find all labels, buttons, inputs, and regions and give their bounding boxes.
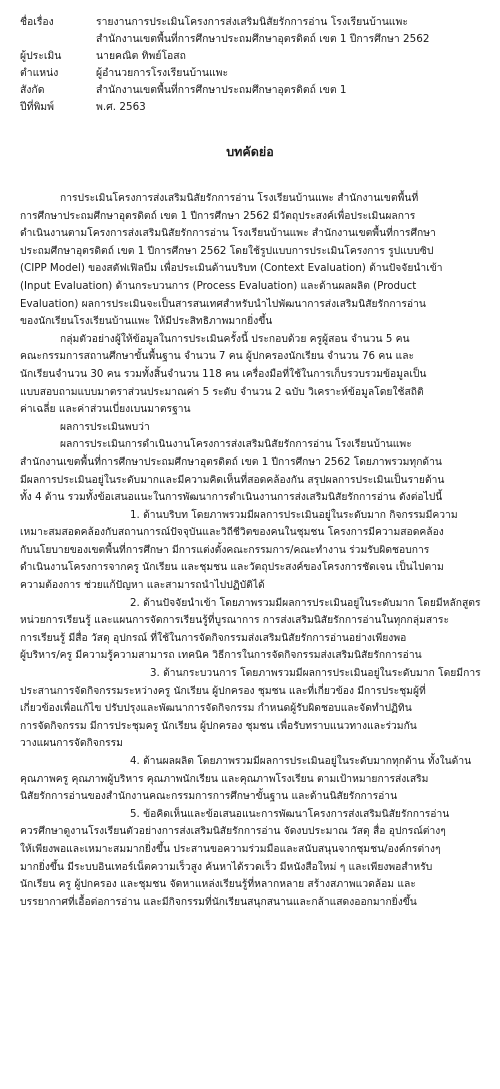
meta-value-affiliation: สำนักงานเขตพื้นที่การศึกษาประถมศึกษาอุตรดิตถ์ เขต 1 bbox=[96, 84, 347, 96]
abstract-line: 2. ด้านปัจจัยนำเข้า โดยภาพรวมมีผลการประเมินอยู่ในระดับมาก โดยมีหลักสูตร bbox=[130, 596, 481, 609]
meta-label-year: ปีที่พิมพ์ bbox=[20, 101, 54, 113]
abstract-line: การศึกษาประถมศึกษาอุตรดิตถ์ เขต 1 ปีการศึกษา 2562 มีวัตถุประสงค์เพื่อประเมินผลการ bbox=[20, 209, 416, 222]
meta-value-year: พ.ศ. 2563 bbox=[96, 101, 146, 113]
subject-line: สำนักงานเขตพื้นที่การศึกษาประถมศึกษาอุตรดิตถ์ เขต 1 ปีการศึกษา 2562 bbox=[96, 33, 430, 45]
abstract-line: มีผลการประเมินอยู่ในระดับมากและมีความคิดเห็นที่สอดคล้องกัน สรุปผลการประเมินเป็นรายด้าน bbox=[20, 473, 445, 486]
abstract-line: การประเมินโครงการส่งเสริมนิสัยรักการอ่าน โรงเรียนบ้านแพะ สำนักงานเขตพื้นที่ bbox=[60, 192, 419, 204]
abstract-line: บรรยากาศที่เอื้อต่อการอ่าน และมีกิจกรรมที่นักเรียนสนุกสนานและกล้าแสดงออกมากยิ่งขึ้น bbox=[20, 895, 417, 908]
meta-row-evaluator bbox=[20, 48, 480, 65]
abstract-line: ดำเนินงานโครงการจากครู นักเรียน และชุมชน และวัตถุประสงค์ของโครงการชัดเจน เป็นไปตาม bbox=[20, 561, 444, 574]
abstract-line: สำนักงานเขตพื้นที่การศึกษาประถมศึกษาอุตรดิตถ์ เขต 1 ปีการศึกษา 2562 โดยภาพรวมทุกด้าน bbox=[20, 455, 442, 468]
abstract-line: (Input Evaluation) ด้านกระบวนการ (Process Evaluation) และด้านผลผลิต (Product bbox=[20, 279, 417, 292]
abstract-line: Evaluation) ผลการประเมินจะเป็นสารสนเทศสำหรับนำไปพัฒนาการส่งเสริมนิสัยรักการอ่าน bbox=[20, 297, 426, 310]
meta-label-position: ตำแหน่ง bbox=[20, 67, 59, 79]
abstract-line: กลุ่มตัวอย่างผู้ให้ข้อมูลในการประเมินครั้งนี้ ประกอบด้วย ครูผู้สอน จำนวน 5 คน bbox=[60, 332, 410, 345]
abstract-line: คุณภาพครู คุณภาพผู้บริหาร คุณภาพนักเรียน และคุณภาพโรงเรียน ตามเป้าหมายการส่งเสริม bbox=[20, 772, 429, 785]
abstract-line: นิสัยรักการอ่านของสำนักงานคณะกรรมการการศึกษาขั้นฐาน และด้านนิสัยรักการอ่าน bbox=[20, 790, 398, 803]
abstract-line: ประถมศึกษาอุตรดิตถ์ เขต 1 ปีการศึกษา 2562 โดยใช้รูปแบบการประเมินโครงการ รูปแบบซิป bbox=[20, 244, 434, 257]
abstract-line: ดำเนินงานตามโครงการส่งเสริมนิสัยรักการอ่าน โรงเรียนบ้านแพะ สำนักงานเขตพื้นที่การศึกษา bbox=[20, 227, 436, 240]
abstract-line: มากยิ่งขึ้น มีระบบอินเทอร์เน็ตความเร็วสูง ค้นหาได้รวดเร็ว มีหนังสือใหม่ ๆ และเพียงพอสำหรับ bbox=[20, 860, 433, 873]
abstract-line: การจัดกิจกรรม มีการประชุมครู นักเรียน ผู้ปกครอง ชุมชน เพื่อรับทราบแนวทางและร่วมกัน bbox=[20, 719, 417, 732]
abstract-line: (CIPP Model) ของสตัฟเฟิลบีม เพื่อประเมินด้านบริบท (Context Evaluation) ด้านปัจจัยนำเข้า bbox=[20, 262, 443, 275]
abstract-line: แบบสอบถามแบบมาตราส่วนประมาณค่า 5 ระดับ จำนวน 2 ฉบับ วิเคราะห์ข้อมูลโดยใช้สถิติ bbox=[20, 385, 424, 398]
abstract-line: ความต้องการ ช่วยแก้ปัญหา และสามารถนำไปปฏิบัติได้ bbox=[20, 579, 265, 592]
meta-row-subject bbox=[20, 14, 480, 48]
meta-label-subject: ชื่อเรื่อง bbox=[20, 16, 54, 28]
abstract-line: ควรศึกษาดูงานโรงเรียนตัวอย่างการส่งเสริมนิสัยรักการอ่าน จัดงบประมาณ วัสดุ สื่อ อุปกรณ์ต่างๆ bbox=[20, 825, 446, 838]
abstract-line: นักเรียน ครู ผู้ปกครอง และชุมชน จัดหาแหล่งเรียนรู้ที่หลากหลาย สร้างสภาพแวดล้อม และ bbox=[20, 878, 416, 891]
meta-value-evaluator: นายคณิต ทิพย์โอสถ bbox=[96, 50, 186, 62]
meta-value-subject bbox=[84, 14, 480, 48]
abstract-line: เหมาะสมสอดคล้องกับสถานการณ์ปัจจุบันและวิถีชีวิตของคนในชุมชน โครงการมีความสอดคล้อง bbox=[20, 526, 444, 539]
abstract-line: นักเรียนจำนวน 30 คน รวมทั้งสิ้นจำนวน 118 คน เครื่องมือที่ใช้ในการเก็บรวบรวมข้อมูลเป็น bbox=[20, 367, 427, 380]
abstract-line: กับนโยบายของเขตพื้นที่การศึกษา มีการแต่งตั้งคณะกรรมการ/คณะทำงาน ร่วมรับผิดชอบการ bbox=[20, 543, 430, 556]
meta-row-year bbox=[20, 99, 480, 116]
meta-row-position bbox=[20, 65, 480, 82]
abstract-line: ประสานการจัดกิจกรรมระหว่างครู นักเรียน ผู้ปกครอง ชุมชน และที่เกี่ยวข้อง มีการประชุมผู้ที่ bbox=[20, 684, 426, 697]
abstract-line: ผลการประเมินการดำเนินงานโครงการส่งเสริมนิสัยรักการอ่าน โรงเรียนบ้านแพะ bbox=[60, 438, 412, 451]
abstract-line: 3. ด้านกระบวนการ โดยภาพรวมมีผลการประเมินอยู่ในระดับมาก โดยมีการ bbox=[150, 667, 481, 680]
abstract-line: 1. ด้านบริบท โดยภาพรวมมีผลการประเมินอยู่ในระดับมาก กิจกรรมมีความ bbox=[130, 508, 458, 521]
abstract-line: การเรียนรู้ มีสื่อ วัสดุ อุปกรณ์ ที่ใช้ในการจัดกิจกรรมส่งเสริมนิสัยรักการอ่านอย่างเพียงพอ bbox=[20, 631, 407, 644]
abstract-line: เกี่ยวข้องเพื่อแก้ไข ปรับปรุงและพัฒนาการจัดกิจกรรม กำหนดผู้รับผิดชอบและจัดทำปฏิทิน bbox=[20, 702, 412, 715]
subject-line: รายงานการประเมินโครงการส่งเสริมนิสัยรักการอ่าน โรงเรียนบ้านแพะ bbox=[96, 16, 408, 28]
meta-value-position: ผู้อำนวยการโรงเรียนบ้านแพะ bbox=[96, 67, 229, 79]
meta-label-affiliation: สังกัด bbox=[20, 84, 45, 96]
abstract-line: วางแผนการจัดกิจกรรม bbox=[20, 737, 123, 750]
abstract-line: ให้เพียงพอและเหมาะสมมากยิ่งขึ้น ประสานขอความร่วมมือและสนับสนุนจากชุมชน/องค์กรต่างๆ bbox=[20, 842, 441, 855]
abstract-line: ผู้บริหาร/ครู มีความรู้ความสามารถ เทคนิค วิธีการในการจัดกิจกรรมส่งเสริมนิสัยรักการอ่าน bbox=[20, 649, 422, 662]
metadata-table bbox=[20, 14, 480, 116]
abstract-line: ของนักเรียนโรงเรียนบ้านแพะ ให้มีประสิทธิภาพมากยิ่งขึ้น bbox=[20, 315, 273, 328]
abstract-line: 4. ด้านผลผลิต โดยภาพรวมมีผลการประเมินอยู่ในระดับมากทุกด้าน ทั้งในด้าน bbox=[130, 755, 472, 767]
abstract-line: คณะกรรมการสถานศึกษาขั้นพื้นฐาน จำนวน 7 คน ผู้ปกครองนักเรียน จำนวน 76 คน และ bbox=[20, 350, 415, 363]
abstract-line: 5. ข้อคิดเห็นและข้อเสนอแนะการพัฒนาโครงการส่งเสริมนิสัยรักการอ่าน bbox=[130, 807, 450, 820]
abstract-line: ผลการประเมินพบว่า bbox=[60, 420, 150, 433]
meta-row-affiliation bbox=[20, 82, 480, 99]
abstract-body bbox=[20, 190, 480, 911]
abstract-title: บทคัดย่อ bbox=[226, 144, 274, 159]
abstract-line: ค่าเฉลี่ย และค่าส่วนเบี่ยงเบนมาตรฐาน bbox=[20, 403, 191, 416]
abstract-line: ทั้ง 4 ด้าน รวมทั้งข้อเสนอแนะในการพัฒนาการดำเนินงานการส่งเสริมนิสัยรักการอ่าน ดังต่อไปนี้ bbox=[20, 491, 443, 504]
abstract-line: หน่วยการเรียนรู้ และแผนการจัดการเรียนรู้ที่บูรณาการ การส่งเสริมนิสัยรักการอ่านในทุกกลุ่มสาระ bbox=[20, 614, 449, 627]
meta-label-evaluator: ผู้ประเมิน bbox=[20, 50, 62, 62]
